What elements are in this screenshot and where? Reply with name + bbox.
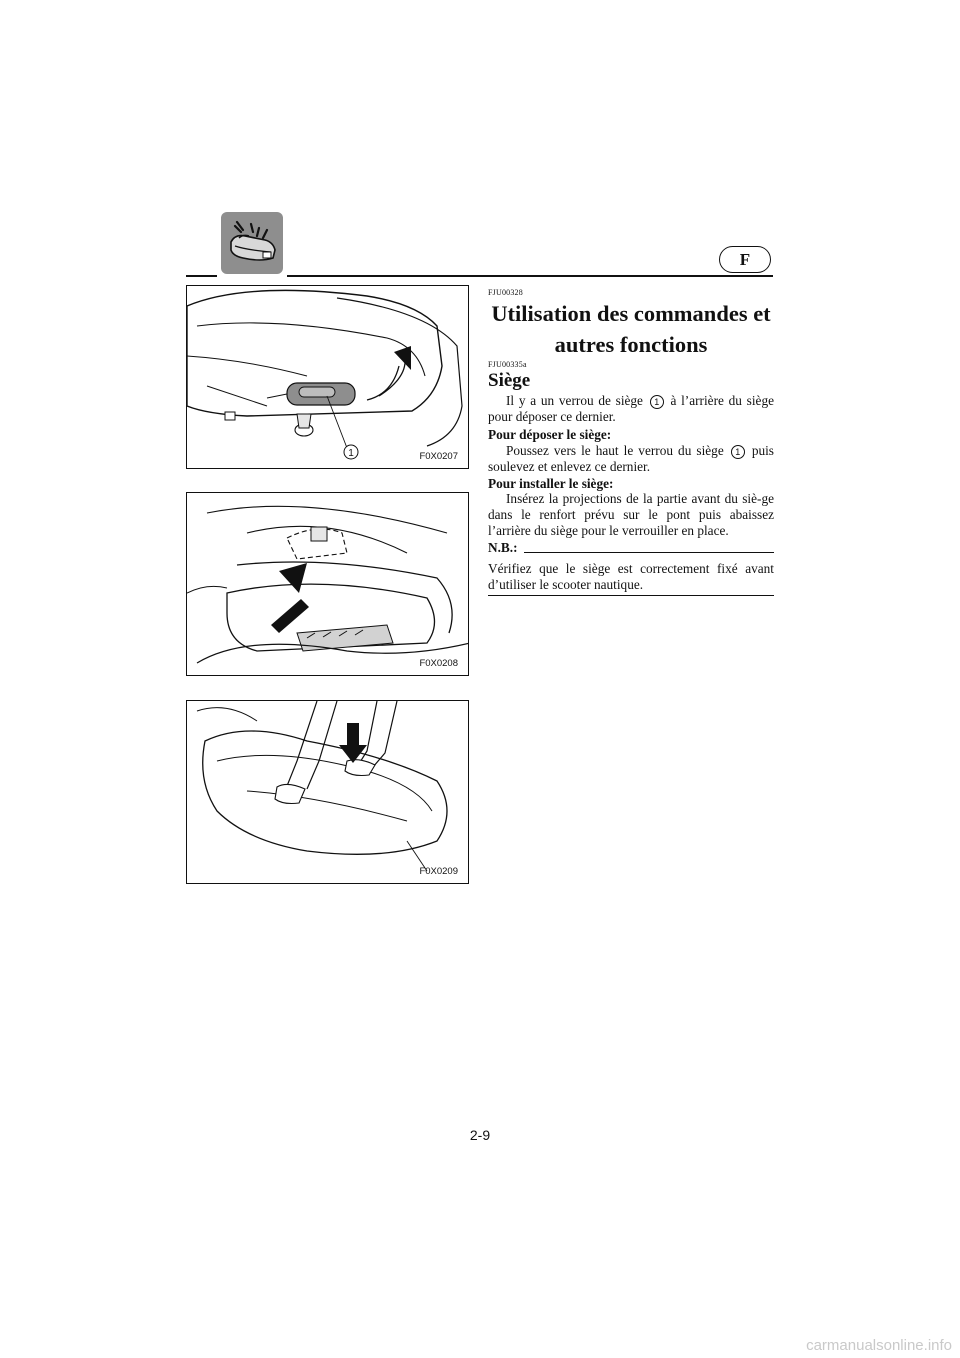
figure-seat-press <box>186 700 469 884</box>
seat-lock-illustration <box>187 286 469 469</box>
install-heading: Pour installer le siège: <box>488 476 614 491</box>
remove-text-before: Poussez vers le haut le verrou du siège <box>506 443 724 458</box>
section-ref-code: FJU00328 <box>488 288 523 297</box>
section-title <box>488 298 774 360</box>
intro-text-before: Il y a un verrou de siège <box>506 393 643 408</box>
figure-seat-install <box>186 492 469 676</box>
intro-paragraph <box>488 393 774 425</box>
note-label: N.B.: <box>488 540 518 555</box>
remove-heading: Pour déposer le siège: <box>488 427 612 442</box>
remove-paragraph <box>488 443 774 475</box>
header-rule-right <box>287 275 773 277</box>
section-title-line1: Utilisation des commandes et <box>491 301 771 326</box>
figure-code: F0X0208 <box>419 658 458 669</box>
figure-code: F0X0207 <box>419 451 458 462</box>
install-paragraph: Insérez la projections de la partie avant du siè-ge dans le renfort prévu sur le pont puis abaissez l’arrière du siège pour le verrouiller en place. <box>488 491 774 538</box>
figure-seat-lock <box>186 285 469 469</box>
intro-text-after: à l’arrière du siège pour déposer ce dernier. <box>488 393 775 424</box>
figure-callout-1: 1 <box>348 448 354 459</box>
note-text: Vérifiez que le siège est correctement fixé avant d’utiliser le scooter nautique. <box>488 561 774 592</box>
language-badge: F <box>719 246 771 273</box>
note-rule-bottom <box>488 595 774 596</box>
figure-code: F0X0209 <box>419 866 458 877</box>
seat-install-illustration <box>187 493 469 676</box>
note-rule-top <box>524 552 774 553</box>
subsection-title: Siège <box>488 370 531 391</box>
remove-text-after: puis soulevez et enlevez ce dernier. <box>488 443 774 474</box>
seat-press-illustration <box>187 701 469 884</box>
section-title-line2: autres fonctions <box>554 332 708 357</box>
callout-1-icon: 1 <box>650 395 664 409</box>
watermark: carmanualsonline.info <box>806 1337 952 1354</box>
page-number: 2-9 <box>469 1127 491 1143</box>
callout-1-icon: 1 <box>731 445 745 459</box>
header-rule-left <box>186 275 217 277</box>
watercraft-operation-icon <box>221 212 283 274</box>
subsection-ref-code: FJU00335a <box>488 360 527 369</box>
